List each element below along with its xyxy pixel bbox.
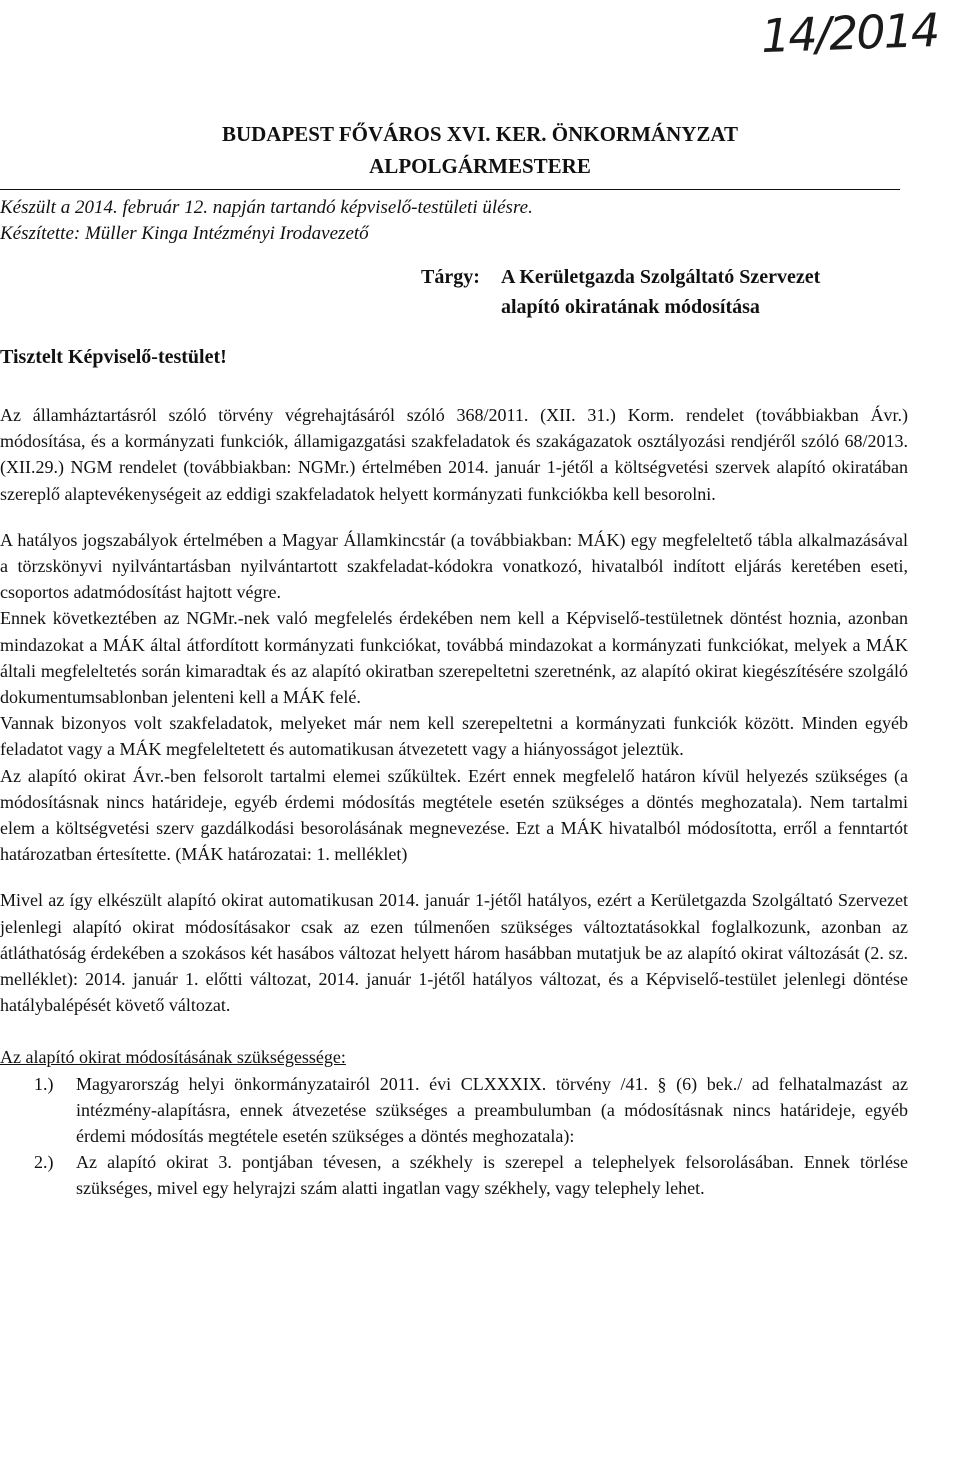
handwritten-registry-number: 14/2014 [760,2,939,64]
subject-line-1: A Kerületgazda Szolgáltató Szervezet [501,266,821,288]
list-item-number: 1.) [34,1073,54,1094]
paragraph-1: Az államháztartásról szóló törvény végrehajtásáról szóló 368/2011. (XII. 31.) Korm. rendelet (továbbiakban Ávr.) módosítása, és a kormányzati funkciók, államigazgatási szakfeladatok és szakágazatok osztályozási rendjéről szóló 68/2013. (XII.29.) NGM rendelet (továbbiakban: NGMr.) értelmében 2014. január 1-jétől a költségvetési szervek alapító okiratában szereplő alaptevékenységeit az eddigi szakfeladatok helyett kormányzati funkciókba kell besorolni. [0,405,908,504]
necessity-heading: Az alapító okirat módosításának szükségessége: [0,1047,346,1068]
paragraph-4: Vannak bizonyos volt szakfeladatok, melyeket már nem kell szerepeltetni a kormányzati funkciók között. Minden egyéb feladatot vagy a MÁK megfeleltetett és automatikusan átvezetett vagy a hiányosságot jeleztük. [0,713,908,760]
list-item-number: 2.) [34,1152,54,1173]
document-body [0,402,908,1202]
salutation: Tisztelt Képviselő-testület! [0,346,227,368]
subject-line-2: alapító okiratának módosítása [501,296,760,318]
list-item [0,1149,908,1201]
paragraph-6: Mivel az így elkészült alapító okirat automatikusan 2014. január 1-jétől hatályos, ezért a Kerületgazda Szolgáltató Szervezet jelenlegi alapító okirat módosításakor csak az ezen túlmenően szükséges változtatásokkal foglalkozunk, azonban az átláthatóság érdekében a szokásos két hasábos változat helyett három hasábban mutatjuk be az alapító okirat változását (2. sz. melléklet): 2014. január 1. előtti változat, 2014. január 1-jétől hatályos változat, és a Képviselő-testület jelenlegi döntése hatálybalépését követő változat. [0,890,908,1016]
prepared-by: Készítette: Müller Kinga Intézményi Irodavezető [0,223,369,244]
list-item [0,1071,908,1150]
prepared-info [0,195,533,247]
necessity-list [0,1071,908,1202]
paragraph-2: A hatályos jogszabályok értelmében a Magyar Államkincstár (a továbbiakban: MÁK) egy megfeleltető tábla alkalmazásával a törzskönyvi nyilvántartásban nyilvántartott szakfeladat-kódokra vonatkozó, hivatalból indított eljárás keretében eseti, csoportos adatmódosítást hajtott végre. [0,529,908,603]
document-header [0,118,960,182]
subject-block [421,262,820,322]
header-divider [0,189,900,190]
paragraph-3: Ennek következtében az NGMr.-nek való megfelelés érdekében nem kell a Képviselő-testületnek döntést hoznia, azonban mindazokat a MÁK által átfordított kormányzati funkciókat, továbbá mindazokat a kormányzati funkciókat, melyek a MÁK általi megfeleltetés során kimaradtak és az alapító okiratban szerepeltetni szeretnénk, az alapító okirat kiegészítésére szolgáló dokumentumsablonban jelenteni kell a MÁK felé. [0,608,908,708]
header-line-1: BUDAPEST FŐVÁROS XVI. KER. ÖNKORMÁNYZAT [221,122,739,146]
header-line-2: ALPOLGÁRMESTERE [369,154,591,178]
subject-label: Tárgy: [421,266,480,288]
prepared-for: Készült a 2014. február 12. napján tartandó képviselő-testületi ülésre. [0,197,533,218]
paragraph-5: Az alapító okirat Ávr.-ben felsorolt tartalmi elemei szűkültek. Ezért ennek megfelelő határon kívül helyezés szükséges (a módosításnak nincs határideje, egyéb érdemi módosítás megtétele esetén szükséges a döntés meghozatala). Nem tartalmi elem a költségvetési szerv gazdálkodási besorolásának megnevezése. Ezt a MÁK hivatalból módosította, erről a fenntartót határozatban értesítette. (MÁK határozatai: 1. melléklet) [0,765,908,865]
list-item-text: Az alapító okirat 3. pontjában tévesen, a székhely is szerepel a telephelyek felsorolásában. Ennek törlése szükséges, mivel egy helyrajzi szám alatti ingatlan vagy székhely, vagy telephely lehet. [76,1152,908,1199]
list-item-text: Magyarország helyi önkormányzatairól 2011. évi CLXXXIX. törvény /41. § (6) bek./ ad felhatalmazást az intézmény-alapításra, ennek átvezetése szükséges a preambulumban (a módosításnak nincs határideje, egyéb érdemi módosítás megtétele esetén szükséges a döntés meghozatala): [76,1073,908,1147]
